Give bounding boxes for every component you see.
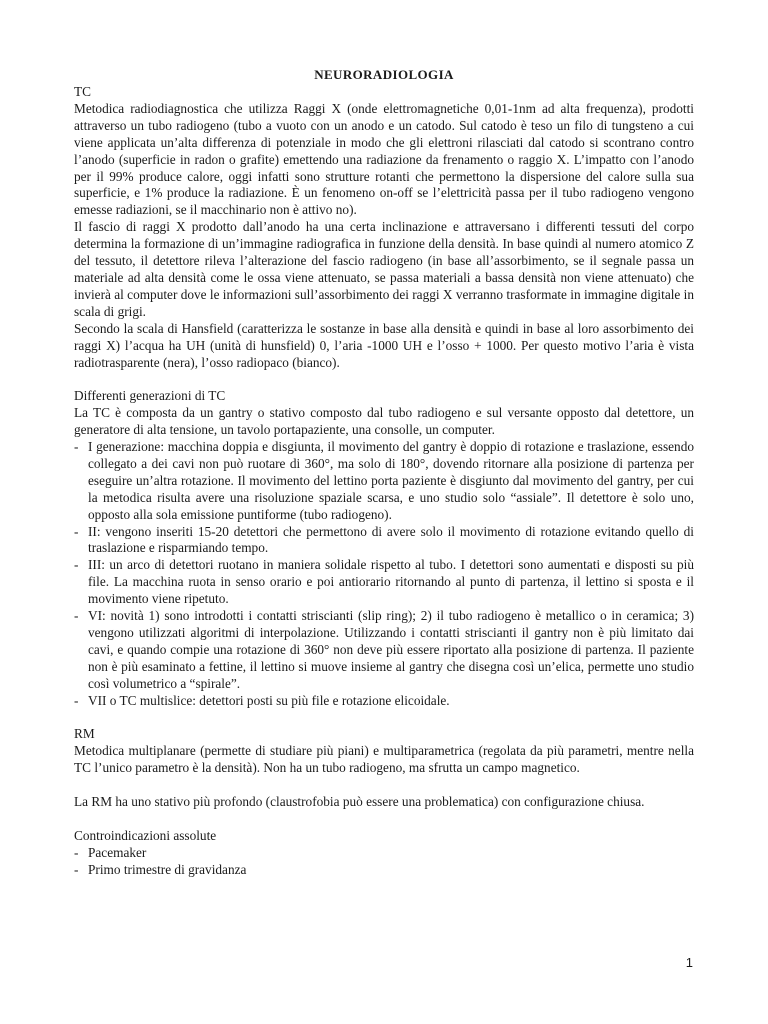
list-item: - III: un arco di detettori ruotano in maniera solidale rispetto al tubo. I detettori sono aumentati e disposti su più file. La macchina ruota in senso orario e poi antiorario ritornando al punto di partenza, il lettino si sposta e il movimento viene ripetuto. xyxy=(74,557,694,608)
generations-list xyxy=(74,439,694,710)
list-item: - Primo trimestre di gravidanza xyxy=(74,862,694,879)
spacer xyxy=(74,811,694,828)
section-heading-tc: TC xyxy=(74,84,91,99)
section-heading-generations: Differenti generazioni di TC xyxy=(74,388,226,404)
section-generations xyxy=(74,388,694,709)
paragraph: Il fascio di raggi X prodotto dall’anodo ha una certa inclinazione e attraversano i differenti tessuti del corpo determina la formazione di un’immagine radiografica in funzione della densità. In base quindi al numero atomico Z del tessuto, il detettore rileva l’alterazione del fascio radiogeno (in base all’assorbimento, se il segnale passa un materiale ad alta densità come le ossa viene attenuato, se passa materiali a bassa densità non viene attenuato) che invierà al computer dove le informazioni sull’assorbimento dei raggi X verranno trasformate in immagine digitale in scala di grigi. xyxy=(74,219,694,319)
paragraph: Secondo la scala di Hansfield (caratterizza le sostanze in base alla densità e quindi in base al loro assorbimento dei raggi X) l’acqua ha UH (unità di hunsfield) 0, l’aria -1000 UH e l’osso + 1000. Per questo motivo l’aria è vista radiotrasparente (nera), l’osso radiopaco (bianco). xyxy=(74,320,694,370)
paragraph: La TC è composta da un gantry o stativo composto dal tubo radiogeno e sul versante opposto dal detettore, un generatore di alta tensione, un tavolo portapaziente, una consolle, un computer. xyxy=(74,405,694,438)
paragraph: La RM ha uno stativo più profondo (claustrofobia può essere una problematica) con configurazione chiusa. xyxy=(74,794,645,810)
list-item: - I generazione: macchina doppia e disgiunta, il movimento del gantry è doppio di rotazione e traslazione, essendo collegato a dei cavi non può ruotare di 360°, ma solo di 180°, dovendo ritornare alla posizione di partenza per eseguire un’altra rotazione. Il movimento del lettino porta paziente è disgiunto dal movimento del gantry, per cui la metodica risulta avere una risoluzione spaziale scarsa, e uno studio solo “assiale”. Il detettore è solo uno, opposto alla sola emissione puntiforme (tubo radiogeno). xyxy=(74,439,694,524)
spacer xyxy=(74,777,694,794)
spacer xyxy=(74,710,694,727)
section-heading-contraindications: Controindicazioni assolute xyxy=(74,827,217,843)
section-tc xyxy=(74,84,694,371)
paragraph: Metodica radiodiagnostica che utilizza Raggi X (onde elettromagnetiche 0,01-1nm ad alta frequenza), prodotti attraverso un tubo radiogeno (tubo a vuoto con un anodo e un catodo. Sul catodo è teso un filo di tungsteno a cui viene applicata un’alta differenza di potenziale in modo che gli elettroni rilasciati dal catodo si scontrano contro l’anodo (superficie in radon o grafite) emettendo una radiazione da frenamento o raggio X. L’impatto con l’anodo per il 99% produce calore, oggi infatti sono strutture rotanti che permettono la dispersione del calore sulla sua superficie, e 1% produce la radiazione. È un fenomeno on-off se l’elettricità passa per il tubo radiogeno vengono emesse radiazioni, se il macchinario non è attivo no). xyxy=(74,100,694,218)
section-heading-rm: RM xyxy=(74,726,95,742)
contraindications-list xyxy=(74,845,694,879)
list-item: - VII o TC multislice: detettori posti su più file e rotazione elicoidale. xyxy=(74,693,694,710)
document-title: NEURORADIOLOGIA xyxy=(314,67,454,82)
spacer xyxy=(74,371,694,388)
list-item: - VI: novità 1) sono introdotti i contatti striscianti (slip ring); 2) il tubo radiogeno è metallico o in ceramica; 3) vengono utilizzati algoritmi di interpolazione. Utilizzando i contatti striscianti il gantry non è più limitato dai cavi, e quando compie una rotazione di 360° non deve più essere riportato alla posizione di partenza. Il paziente non è più esaminato a fettine, il lettino si muove insieme al gantry che disegna così un’elica, permette uno studio così volumetrico a “spirale”. xyxy=(74,608,694,693)
section-rm xyxy=(74,726,694,811)
list-item: - Pacemaker xyxy=(74,845,694,862)
page-number: 1 xyxy=(685,955,693,970)
paragraph: Metodica multiplanare (permette di studiare più piani) e multiparametrica (regolata da più parametri, mentre nella TC l’unico parametro è la densità). Non ha un tubo radiogeno, ma sfrutta un campo magnetico. xyxy=(74,743,694,776)
section-contraindications xyxy=(74,828,694,879)
list-item: - II: vengono inseriti 15-20 detettori che permettono di avere solo il movimento di rotazione evitando quello di traslazione e risparmiando tempo. xyxy=(74,524,694,558)
